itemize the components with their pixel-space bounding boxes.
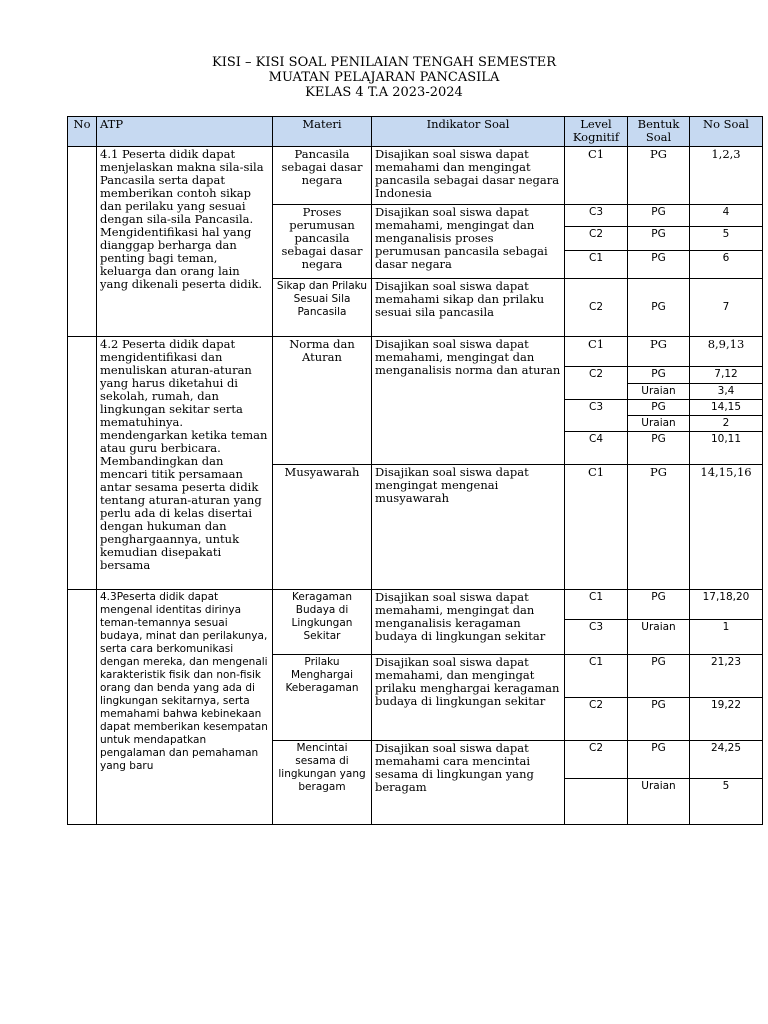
bentuk-cell: PG	[628, 698, 690, 741]
level-cell: C1	[565, 337, 628, 367]
level-cell: C2	[565, 279, 628, 337]
level-cell: C1	[565, 465, 628, 590]
level-cell: C2	[565, 698, 628, 741]
bentuk-cell: Uraian	[628, 416, 690, 432]
no-soal-cell: 6	[690, 251, 763, 279]
table-header-row	[68, 117, 763, 147]
level-cell: C3	[565, 620, 628, 655]
no-cell	[68, 147, 97, 337]
header-bentuk: Bentuk Soal	[628, 117, 690, 147]
materi-cell: Musyawarah	[273, 465, 372, 590]
header-atp: ATP	[97, 117, 273, 147]
table-row	[68, 337, 763, 367]
bentuk-cell: PG	[628, 432, 690, 465]
no-soal-cell: 7	[690, 279, 763, 337]
no-soal-cell: 2	[690, 416, 763, 432]
materi-cell: Pancasila sebagai dasar negara	[273, 147, 372, 205]
no-soal-cell: 4	[690, 205, 763, 227]
no-soal-cell: 19,22	[690, 698, 763, 741]
level-cell: C2	[565, 227, 628, 251]
indikator-cell: Disajikan soal siswa dapat memahami cara mencintai sesama di lingkungan yang beragam	[372, 741, 565, 825]
title-line-2: MUATAN PELAJARAN PANCASILA	[268, 70, 500, 85]
bentuk-cell: Uraian	[628, 779, 690, 825]
materi-cell: Keragaman Budaya di Lingkungan Sekitar	[273, 590, 372, 655]
bentuk-cell: PG	[628, 337, 690, 367]
header-no-soal: No Soal	[690, 117, 763, 147]
bentuk-cell: PG	[628, 741, 690, 779]
level-cell: C1	[565, 251, 628, 279]
bentuk-cell: PG	[628, 367, 690, 384]
no-cell	[68, 590, 97, 825]
bentuk-cell: PG	[628, 400, 690, 416]
header-materi: Materi	[273, 117, 372, 147]
table-row	[68, 147, 763, 205]
indikator-cell: Disajikan soal siswa dapat mengingat mengenai musyawarah	[372, 465, 565, 590]
atp-cell: 4.1 Peserta didik dapat menjelaskan makna sila-sila Pancasila serta dapat memberikan contoh sikap dan perilaku yang sesuai dengan sila-sila Pancasila. Mengidentifikasi hal yang dianggap berharga dan penting bagi teman, keluarga dan orang lain yang dikenali peserta didik.	[97, 147, 273, 337]
no-soal-cell: 14,15,16	[690, 465, 763, 590]
no-soal-cell: 7,12	[690, 367, 763, 384]
bentuk-cell: PG	[628, 279, 690, 337]
indikator-cell: Disajikan soal siswa dapat memahami, mengingat dan menganalisis proses perumusan pancasila sebagai dasar negara	[372, 205, 565, 279]
materi-cell: Mencintai sesama di lingkungan yang beragam	[273, 741, 372, 825]
bentuk-cell: PG	[628, 590, 690, 620]
level-cell: C1	[565, 147, 628, 205]
document-title	[0, 55, 768, 100]
bentuk-cell: PG	[628, 205, 690, 227]
no-soal-cell: 17,18,20	[690, 590, 763, 620]
level-cell: C1	[565, 590, 628, 620]
materi-cell: Norma dan Aturan	[273, 337, 372, 465]
no-soal-cell: 5	[690, 779, 763, 825]
indikator-cell: Disajikan soal siswa dapat memahami, mengingat dan menganalisis norma dan aturan	[372, 337, 565, 465]
no-soal-cell: 1	[690, 620, 763, 655]
bentuk-cell: PG	[628, 147, 690, 205]
no-cell	[68, 337, 97, 590]
no-soal-cell: 5	[690, 227, 763, 251]
bentuk-cell: Uraian	[628, 384, 690, 400]
bentuk-cell: PG	[628, 227, 690, 251]
no-soal-cell: 8,9,13	[690, 337, 763, 367]
bentuk-cell: Uraian	[628, 620, 690, 655]
level-cell	[565, 779, 628, 825]
atp-cell: 4.3Peserta didik dapat mengenal identitas dirinya teman-temannya sesuai budaya, minat dan perilakunya, serta cara berkomunikasi dengan mereka, dan mengenali karakteristik fisik dan non-fisik orang dan benda yang ada di lingkungan sekitarnya, serta memahami bahwa kebinekaan dapat memberikan kesempatan untuk mendapatkan pengalaman dan pemahaman yang baru	[97, 590, 273, 825]
atp-cell: 4.2 Peserta didik dapat mengidentifikasi dan menuliskan aturan-aturan yang harus diketahui di sekolah, rumah, dan lingkungan sekitar serta mematuhinya. mendengarkan ketika teman atau guru berbicara. Membandingkan dan mencari titik persamaan antar sesama peserta didik tentang aturan-aturan yang perlu ada di kelas disertai dengan hukuman dan penghargaannya, untuk kemudian disepakati bersama	[97, 337, 273, 590]
bentuk-cell: PG	[628, 251, 690, 279]
no-soal-cell: 24,25	[690, 741, 763, 779]
bentuk-cell: PG	[628, 465, 690, 590]
title-line-3: KELAS 4 T.A 2023-2024	[305, 85, 463, 100]
no-soal-cell: 21,23	[690, 655, 763, 698]
materi-cell: Proses perumusan pancasila sebagai dasar negara	[273, 205, 372, 279]
bentuk-cell: PG	[628, 655, 690, 698]
indikator-cell: Disajikan soal siswa dapat memahami, dan mengingat prilaku menghargai keragaman budaya di lingkungan sekitar	[372, 655, 565, 741]
indikator-cell: Disajikan soal siswa dapat memahami, mengingat dan menganalisis keragaman budaya di lingkungan sekitar	[372, 590, 565, 655]
indikator-cell: Disajikan soal siswa dapat memahami sikap dan prilaku sesuai sila pancasila	[372, 279, 565, 337]
title-line-1: KISI – KISI SOAL PENILAIAN TENGAH SEMESTER	[211, 55, 557, 70]
no-soal-cell: 3,4	[690, 384, 763, 400]
header-level: Level Kognitif	[565, 117, 628, 147]
level-cell: C3	[565, 400, 628, 432]
materi-cell: Sikap dan Prilaku Sesuai Sila Pancasila	[273, 279, 372, 337]
no-soal-cell: 14,15	[690, 400, 763, 416]
level-cell: C2	[565, 367, 628, 400]
level-cell: C3	[565, 205, 628, 227]
indikator-cell: Disajikan soal siswa dapat memahami dan mengingat pancasila sebagai dasar negara Indonesia	[372, 147, 565, 205]
level-cell: C4	[565, 432, 628, 465]
level-cell: C1	[565, 655, 628, 698]
materi-cell: Prilaku Menghargai Keberagaman	[273, 655, 372, 741]
header-indikator: Indikator Soal	[372, 117, 565, 147]
table-row	[68, 590, 763, 620]
level-cell: C2	[565, 741, 628, 779]
no-soal-cell: 10,11	[690, 432, 763, 465]
kisi-kisi-table	[67, 116, 763, 825]
no-soal-cell: 1,2,3	[690, 147, 763, 205]
header-no: No	[68, 117, 97, 147]
